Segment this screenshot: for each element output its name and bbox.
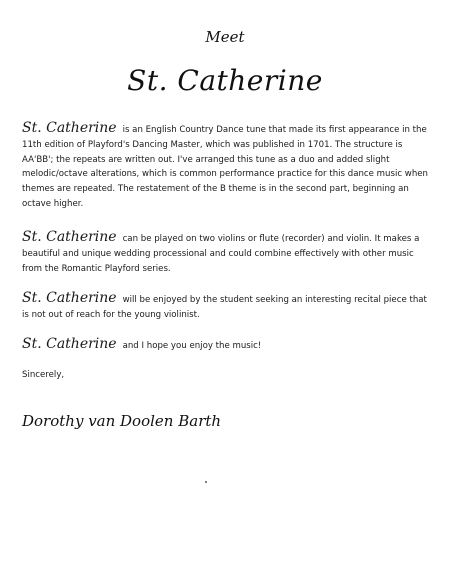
- meet-heading: Meet: [205, 28, 245, 46]
- tune-name: St. Catherine: [22, 120, 117, 136]
- instrumentation-paragraph: [22, 231, 432, 276]
- tune-name: St. Catherine: [22, 229, 117, 245]
- stray-mark: [205, 481, 207, 483]
- signature: Dorothy van Doolen Barth: [22, 412, 222, 430]
- tune-name: St. Catherine: [22, 336, 117, 352]
- page-title: St. Catherine: [127, 64, 323, 97]
- intro-paragraph: [22, 122, 432, 212]
- paragraph-text: will be enjoyed by the student seeking an interesting recital piece that is not out of reach for the young violinist.: [22, 295, 427, 320]
- tune-name: St. Catherine: [22, 290, 117, 306]
- paragraph-text: can be played on two violins or flute (recorder) and violin. It makes a beautiful and unique wedding processional and could combine effectively with other music from the Romantic Playford series.: [22, 234, 420, 274]
- paragraph-text: is an English Country Dance tune that made its first appearance in the 11th edition of Playford's Dancing Master, which was published in 1701. The structure is AA'BB'; the repeats are written out. I've arranged this tune as a duo and added slight melodic/octave alterations, which is common performance practice for this dance music when themes are repeated. The restatement of the B theme is in the second part, beginning an octave higher.: [22, 125, 428, 209]
- paragraph-text: and I hope you enjoy the music!: [122, 341, 262, 351]
- sign-off: Sincerely,: [22, 370, 65, 380]
- student-paragraph: [22, 292, 432, 323]
- closing-paragraph: [22, 338, 432, 354]
